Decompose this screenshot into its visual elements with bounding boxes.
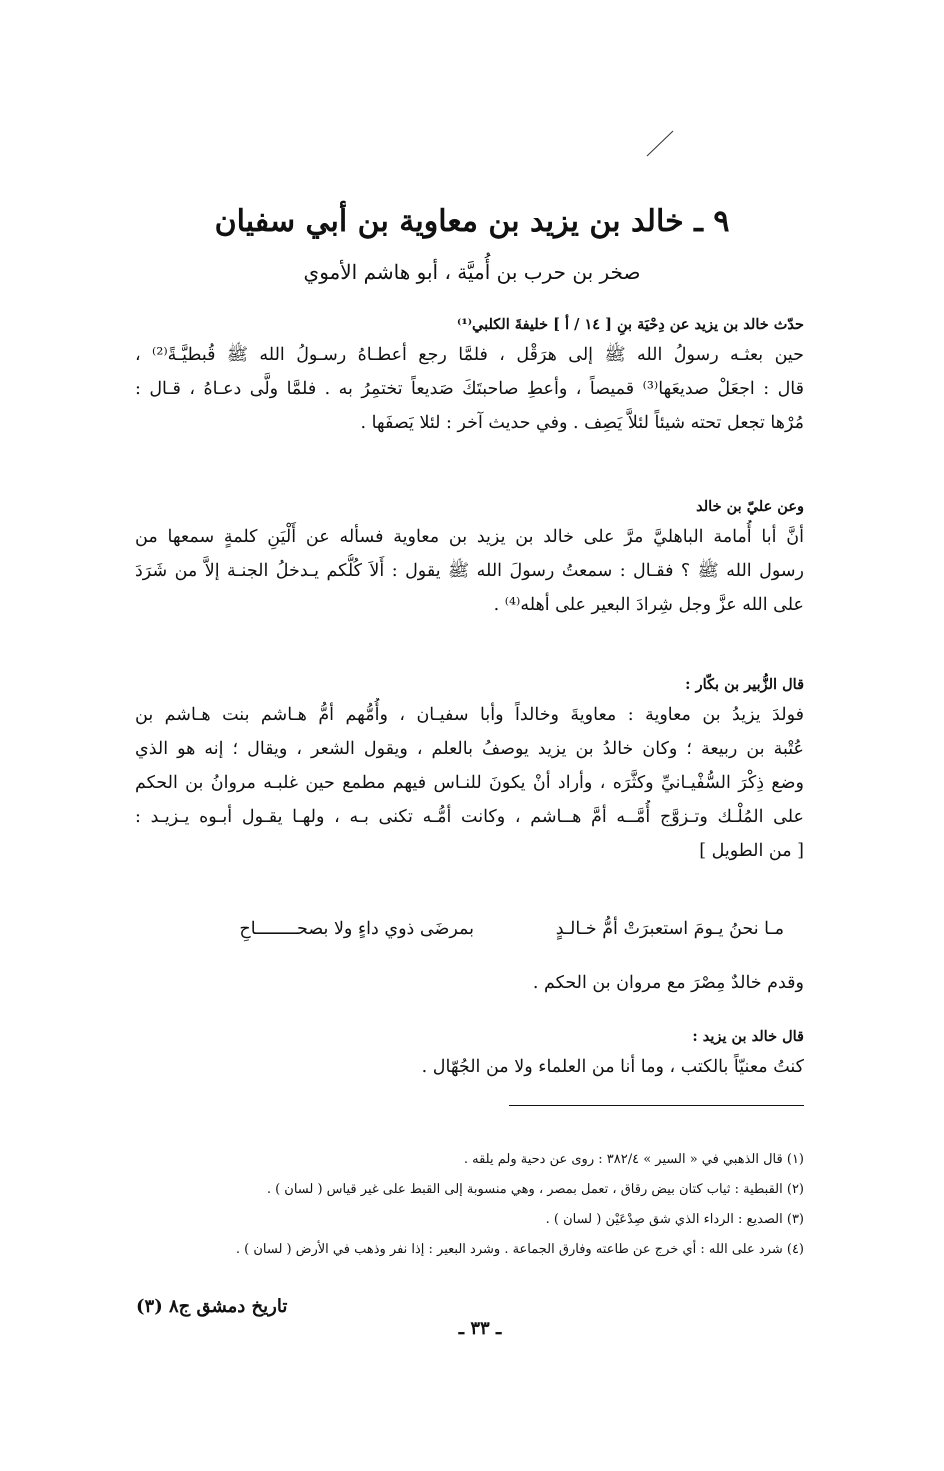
body-line: فولدَ يزيدُ بن معاوية : معاويةَ وخالداً وأبا سفيـان ، وأُمُّهم أمُّ هـاشم بنت هـاشم بن [135, 705, 804, 725]
footnote: (٣) الصديع : الرداء الذي شق صِدْعَيْن ( لسان ) . [545, 1212, 804, 1227]
body-line: مُرْها تجعل تحته شيئاً لئلاَّ يَصِف . وفي حديث آخر : لئلا يَصفَها . [360, 413, 804, 433]
body-line: قال : اجعَلْ صديعَها⁽³⁾ قميصاً ، وأعطِ صاحبتَكَ صَديعاً تختمِرُ به . فلمَّا ولَّى دعـاهُ ، قـال : [135, 379, 804, 399]
section-label: قال الزُّبير بن بكّار : [685, 676, 804, 693]
section-khalid-quote [135, 1024, 804, 1084]
entry-subtitle: صخر بن حرب بن أُميَّة ، أبو هاشم الأموي [303, 260, 641, 284]
section-label: حدّث خالد بن يزيد عن دِحْيَة بنِ [ ١٤ / أ ] خليفةَ الكلبي⁽¹⁾ [457, 316, 804, 333]
body-line: وقدم خالدٌ مِصْرَ مع مروان بن الحكم . [532, 973, 804, 993]
body-line: عُتْبة بن ربيعة ؛ وكان خالدُ بن يزيد يوصفُ بالعلم ، ويقول الشعر ، ويقال ؛ إنه هو الذي [135, 739, 804, 759]
verse-second-hemistich: بمرضَى ذوي داءٍ ولا بصحــــــــاحِ [239, 919, 474, 939]
section-label: قال خالد بن يزيد : [692, 1028, 804, 1045]
entry-title: ٩ ـ خالد بن يزيد بن معاوية بن أبي سفيان [214, 204, 730, 239]
body-line: حين بعثـه رسولُ الله ﷺ إلى هرَقْل ، فلمَّا رجع أعطـاهُ رسـولُ الله ﷺ قُبطيَّـةً⁽²⁾ ، [135, 345, 804, 365]
footnote: (٤) شرد على الله : أي خرج عن طاعته وفارق الجماعة . وشرد البعير : إذا نفر وذهب في الأرض ( لسان ) . [235, 1242, 804, 1257]
section-ali-bin-khalid [135, 494, 804, 622]
body-line: وضع ذِكْرَ السُّفْيـانيِّ وكثَّرَه ، وأراد أنْ يكونَ للنـاس فيهم مطمع حين غلبـه مروانُ بن الحكم [135, 773, 804, 793]
body-line: على الله عزَّ وجل شِرادَ البعير على أهله⁽⁴⁾ . [493, 595, 804, 615]
volume-signature: تاريخ دمشق ج٨ (٣) [136, 1296, 288, 1317]
section-zubayr [135, 672, 804, 868]
footnote: (٢) القبطية : ثياب كتان بيض رقاق ، تعمل بمصر ، وهي منسوبة إلى القبط على غير قياس ( لسان ) . [266, 1182, 804, 1197]
page-number: ـ ٣٣ ـ [458, 1318, 502, 1339]
verse-first-hemistich: مـا نحنُ يـومَ استعبرَتْ أمُّ خـالـدٍ [555, 919, 784, 939]
body-line: رسول الله ﷺ ؟ فقـال : سمعتُ رسولَ الله ﷺ يقول : أَلاَ كُلُّكم يـدخلُ الجنـة إلاَّ من شَرَدَ [135, 561, 804, 581]
meter-note: [ من الطويل ] [699, 841, 804, 861]
poetry-verse [210, 910, 804, 948]
body-line: أنَّ أبا أُمامة الباهليَّ مرَّ على خالد بن يزيد بن معاوية فسأله عن أَلْيَنِ كلمةٍ سمعها من [135, 527, 804, 547]
stray-pen-mark [645, 128, 675, 158]
section-dihya [135, 312, 804, 440]
section-after-verse [135, 966, 804, 1000]
footnote: (١) قال الذهبي في « السير » ٣٨٢/٤ : روى عن دحية ولم يلقه . [463, 1152, 804, 1167]
body-line: على المُلْـك وتـزوَّج أُمَّــه أمَّ هــاشم ، وكانت أمُّـه تكنى بـه ، ولهـا يقـول أبـوه يـزيـد : [135, 807, 804, 827]
section-label: وعن عليّ بن خالد [696, 498, 804, 515]
body-line: كنتُ معنيّاً بالكتب ، وما أنا من العلماء ولا من الجُهّال . [421, 1057, 804, 1077]
footnote-separator [509, 1105, 804, 1106]
footnotes [135, 1145, 804, 1265]
